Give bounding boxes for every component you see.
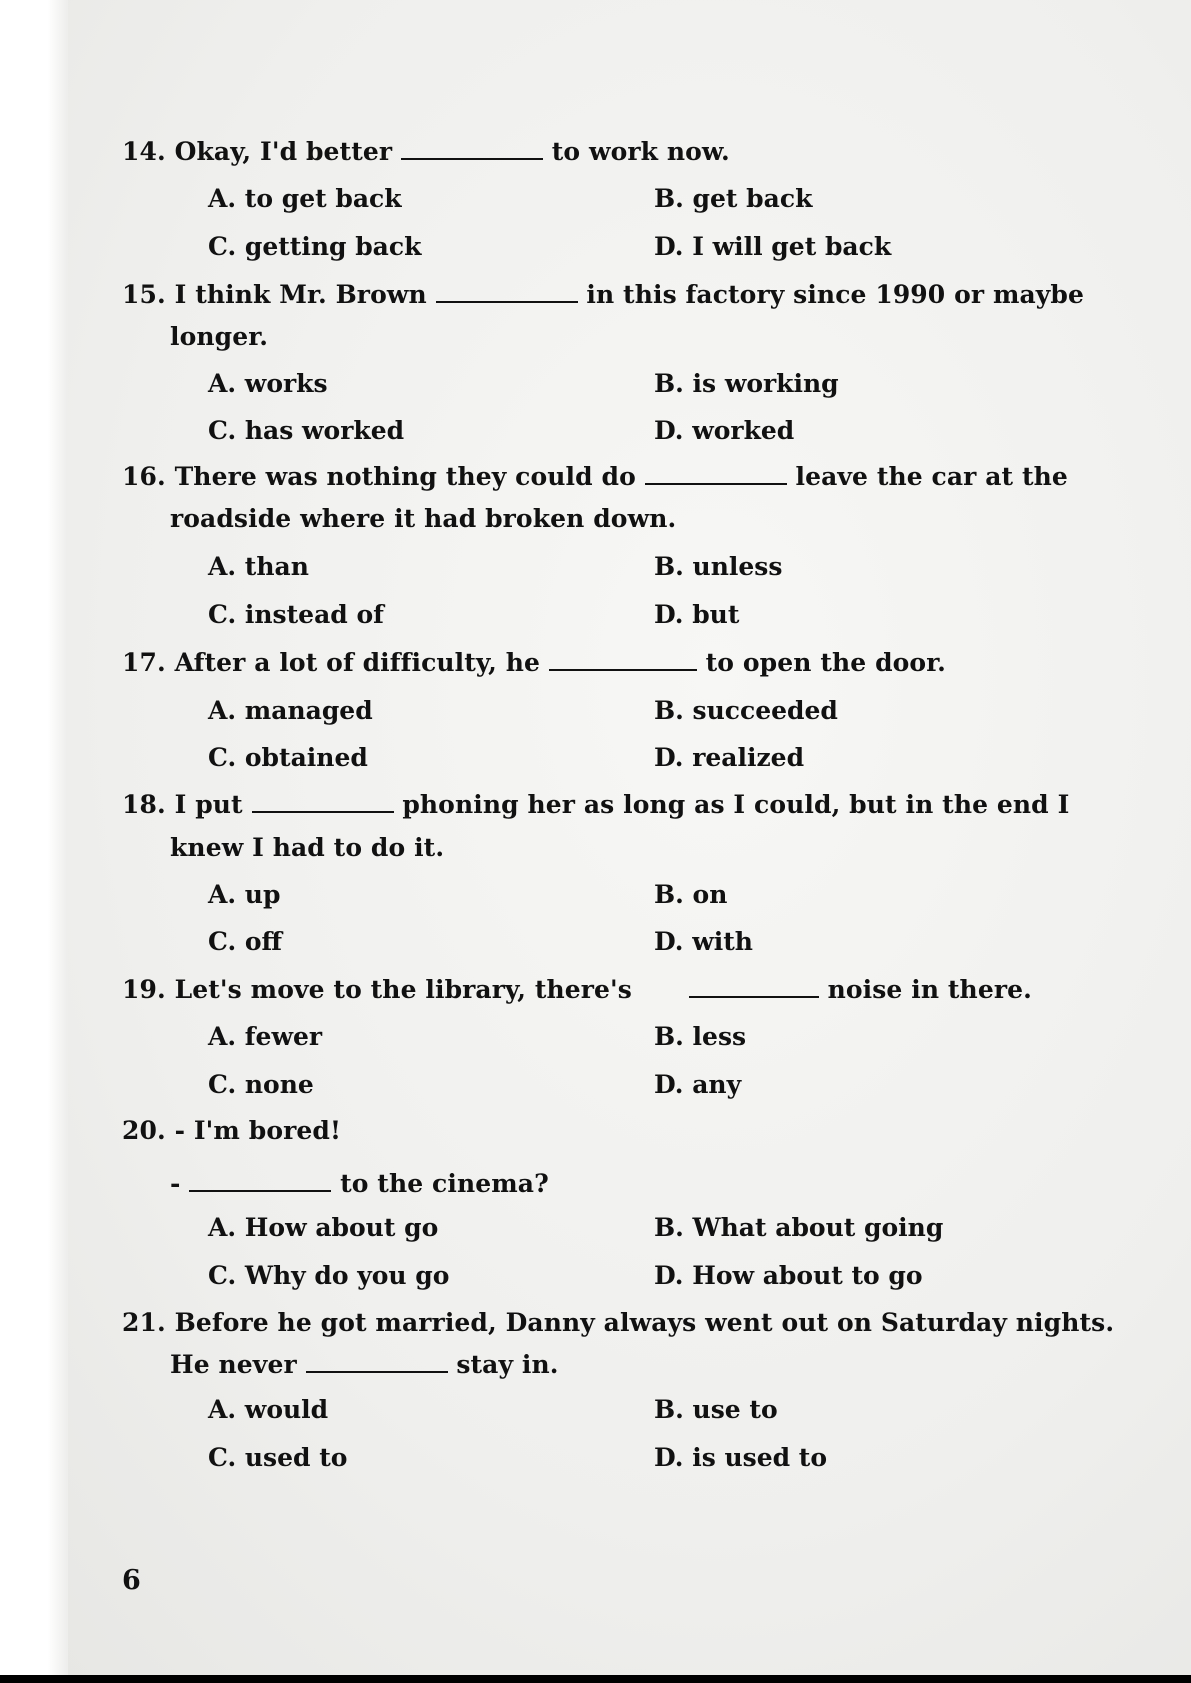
answer-blank [645,482,787,485]
option-c: C. getting back [208,232,422,261]
question-20-stem [122,1116,341,1146]
question-15-text-before: 15. I think Mr. Brown [122,280,436,309]
question-20-dash: - [170,1169,190,1198]
scan-margin [0,0,68,1683]
question-20-text: 20. - I'm bored! [122,1116,342,1145]
option-a: A. works [208,369,328,398]
question-21-text-before: He never [170,1350,306,1379]
option-c: C. instead of [208,600,384,629]
answer-blank [689,995,819,998]
option-d: D. worked [654,416,795,445]
option-b: B. less [654,1022,747,1051]
option-b: B. succeeded [654,696,838,725]
option-a: A. than [208,552,309,581]
option-d: D. with [654,927,753,956]
option-a: A. How about go [208,1213,439,1242]
question-21-text-after: stay in. [447,1350,559,1379]
question-16-stem [122,462,1068,492]
option-b: B. use to [654,1395,778,1424]
question-14-text-before: 14. Okay, I'd better [122,137,401,166]
option-c: C. used to [208,1443,348,1472]
option-a: A. would [208,1395,329,1424]
option-d: D. I will get back [654,232,892,261]
option-c: C. none [208,1070,314,1099]
question-16-continuation: roadside where it had broken down. [170,504,677,533]
option-d: D. is used to [654,1443,828,1472]
page-number: 6 [122,1565,141,1596]
answer-blank [549,668,697,671]
question-17-text-after: to open the door. [696,648,946,677]
answer-blank [306,1370,448,1373]
answer-blank [436,300,578,303]
question-16-text-after: leave the car at the [786,462,1068,491]
question-15-stem [122,280,1084,310]
question-14-text-after: to work now. [542,137,730,166]
option-d: D. How about to go [654,1261,923,1290]
question-18-stem [122,790,1069,820]
question-21-text: 21. Before he got married, Danny always went out on Saturday nights. [122,1308,1115,1337]
option-b: B. is working [654,369,839,398]
option-b: B. get back [654,184,813,213]
option-c: C. Why do you go [208,1261,450,1290]
option-a: A. up [208,880,281,909]
question-16-text-before: 16. There was nothing they could do [122,462,645,491]
answer-blank [252,810,394,813]
question-20-continuation [170,1169,549,1199]
question-15-continuation: longer. [170,322,269,351]
question-19-text-before: 19. Let's move to the library, there's [122,975,641,1004]
question-20-text-after: to the cinema? [331,1169,549,1198]
option-d: D. realized [654,743,805,772]
option-b: B. What about going [654,1213,944,1242]
option-b: B. on [654,880,728,909]
option-c: C. obtained [208,743,368,772]
scan-bottom-border [0,1675,1191,1683]
answer-blank [189,1189,331,1192]
option-c: C. off [208,927,283,956]
question-18-continuation: knew I had to do it. [170,833,445,862]
option-d: D. but [654,600,740,629]
question-18-text-after: phoning her as long as I could, but in the end I [393,790,1070,819]
question-14-stem [122,137,730,167]
question-19-stem [122,975,1032,1005]
question-21-stem [122,1308,1114,1338]
option-c: C. has worked [208,416,405,445]
option-d: D. any [654,1070,742,1099]
question-18-text-before: 18. I put [122,790,252,819]
question-17-text-before: 17. After a lot of difficulty, he [122,648,549,677]
question-21-continuation [170,1350,559,1380]
option-a: A. to get back [208,184,402,213]
answer-blank [401,157,543,160]
option-b: B. unless [654,552,783,581]
question-19-text-after: noise in there. [818,975,1032,1004]
question-17-stem [122,648,946,678]
option-a: A. fewer [208,1022,323,1051]
option-a: A. managed [208,696,373,725]
question-15-text-after: in this factory since 1990 or maybe [577,280,1085,309]
